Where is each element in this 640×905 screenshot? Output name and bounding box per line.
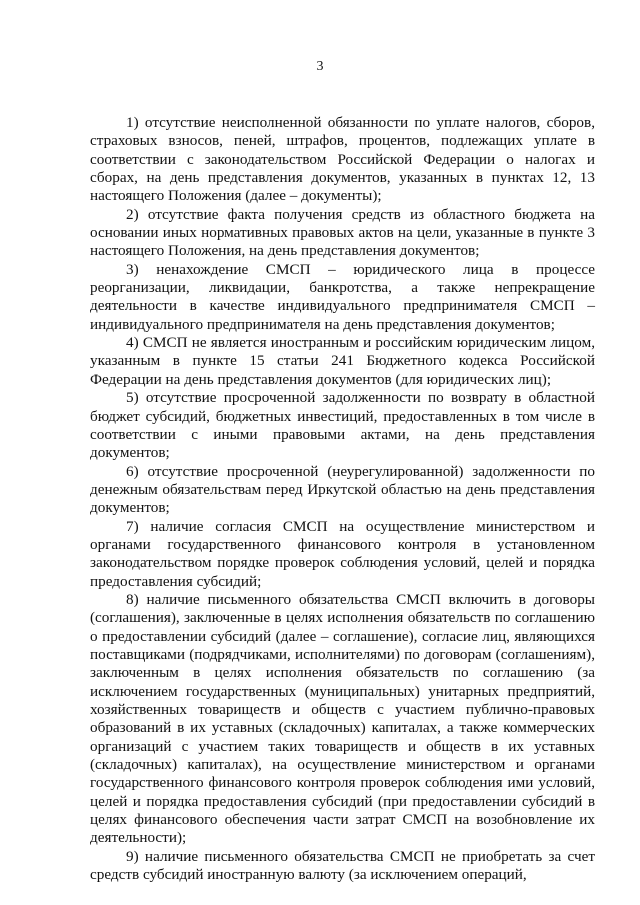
document-body bbox=[90, 114, 595, 884]
condition-item-3: 3) ненахождение СМСП – юридического лица в процессе реорганизации, ликвидации, банкротства, а также непрекращение деятельности в качестве индивидуального предпринимателя СМСП – индивидуального предпринимателя на день представления документов; bbox=[90, 260, 595, 333]
condition-item-9: 9) наличие письменного обязательства СМСП не приобретать за счет средств субсидий иностранную валюту (за исключением операций, bbox=[90, 847, 595, 884]
page-number: 3 bbox=[316, 59, 324, 74]
condition-item-2: 2) отсутствие факта получения средств из областного бюджета на основании иных нормативных правовых актов на цели, указанные в пункте 3 настоящего Положения, на день представления документов; bbox=[90, 205, 595, 260]
condition-item-7: 7) наличие согласия СМСП на осуществление министерством и органами государственного финансового контроля в установленном законодательством порядке проверок соблюдения условий, целей и порядка предоставления субсидий; bbox=[90, 517, 595, 590]
condition-item-5: 5) отсутствие просроченной задолженности по возврату в областной бюджет субсидий, бюджетных инвестиций, предоставленных в том числе в соответствии с иными правовыми актами, на день представления документов; bbox=[90, 389, 595, 462]
condition-item-6: 6) отсутствие просроченной (неурегулированной) задолженности по денежным обязательствам перед Иркутской областью на день представления документов; bbox=[90, 462, 595, 517]
condition-item-8: 8) наличие письменного обязательства СМСП включить в договоры (соглашения), заключенные в целях исполнения обязательств по соглашению о предоставлении субсидий (далее – соглашение), согласие лиц, являющихся поставщиками (подрядчиками, исполнителями) по договорам (соглашениям), заключенным в целях исполнения обязательств по соглашению (за исключением государственных (муниципальных) унитарных предприятий, хозяйственных товариществ и обществ с участием публично-правовых образований в их уставных (складочных) капиталах, а также коммерческих организаций с участием таких товариществ и обществ в их уставных (складочных) капиталах), на осуществление министерством и органами государственного финансового контроля проверок соблюдения ими условий, целей и порядка предоставления субсидий (при предоставлении субсидий в целях финансового обеспечения части затрат СМСП на возобновление их деятельности); bbox=[90, 590, 595, 847]
condition-item-1: 1) отсутствие неисполненной обязанности по уплате налогов, сборов, страховых взносов, пеней, штрафов, процентов, подлежащих уплате в соответствии с законодательством Российской Федерации о налогах и сборах, на день представления документов, указанных в пунктах 12, 13 настоящего Положения (далее – документы); bbox=[90, 114, 595, 205]
condition-item-4: 4) СМСП не является иностранным и российским юридическим лицом, указанным в пункте 15 статьи 241 Бюджетного кодекса Российской Федерации на день представления документов (для юридических лиц); bbox=[90, 334, 595, 388]
